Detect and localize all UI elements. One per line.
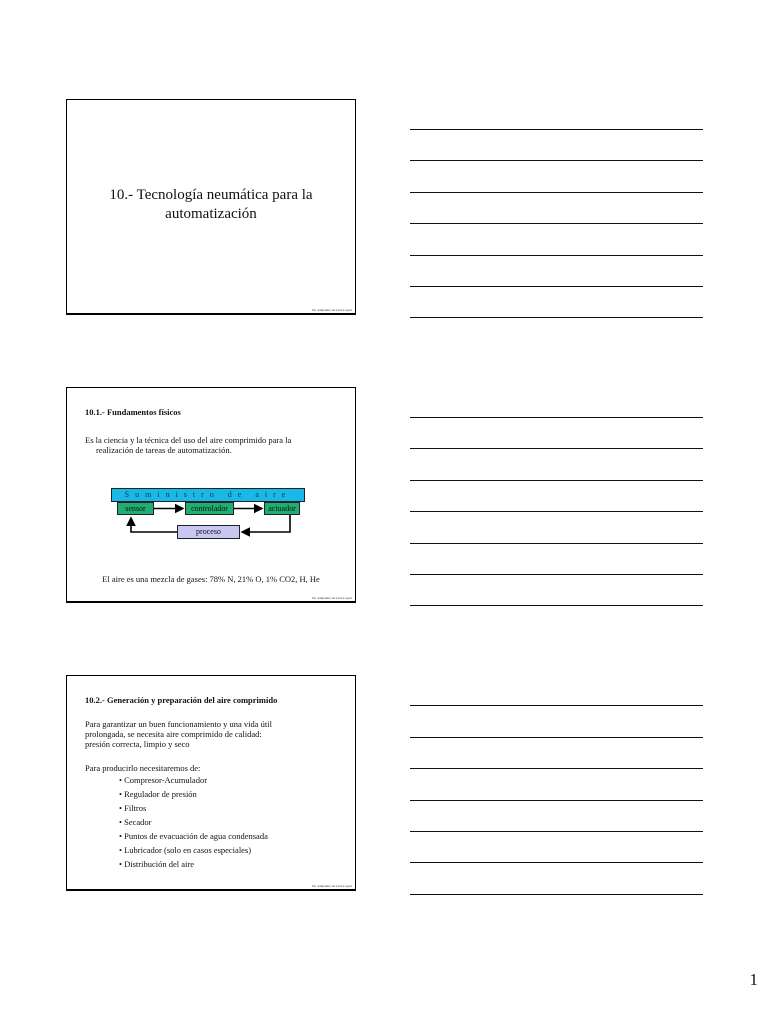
list-item: • Secador (119, 815, 345, 829)
slide-heading: 10.1.- Fundamentos físicos (85, 407, 181, 417)
list-item: • Distribución del aire (119, 857, 345, 871)
page-number: 1 (749, 970, 758, 989)
list-item: • Lubricador (solo en casos especiales) (119, 843, 345, 857)
paragraph-line-2: prolongada, se necesita aire comprimido de calidad: (85, 729, 262, 739)
note-line (410, 862, 703, 863)
note-line (410, 800, 703, 801)
slide-title-line-1: 10.- Tecnología neumática para la (109, 187, 313, 203)
air-composition-note: El aire es una mezcla de gases: 78% N, 21% O, 1% CO2, H, He (102, 574, 320, 584)
note-line (410, 705, 703, 706)
note-line (410, 543, 703, 544)
note-line (410, 737, 703, 738)
note-line (410, 511, 703, 512)
slide-heading: 10.2.- Generación y preparación del aire comprimido (85, 695, 278, 705)
note-line (410, 894, 703, 895)
note-line (410, 192, 703, 193)
note-line (410, 448, 703, 449)
list-item: • Compresor-Acumulador (119, 773, 345, 787)
controller-box: controlador (185, 502, 234, 515)
slide-footer: Dr. Alejandro Acevez López (312, 308, 352, 312)
note-line (410, 768, 703, 769)
paragraph-line-3: presión correcta, limpio y seco (85, 739, 190, 749)
list-item: • Regulador de presión (119, 787, 345, 801)
actuator-box: actuador (264, 502, 300, 515)
note-line (410, 286, 703, 287)
slide-body-line-1: Es la ciencia y la técnica del uso del aire comprimido para la (85, 435, 292, 445)
note-line (410, 223, 703, 224)
slide-footer: Dr. Alejandro Acevez López (312, 884, 352, 888)
note-line (410, 417, 703, 418)
note-line (410, 831, 703, 832)
arrow-actuator-to-process (242, 515, 290, 532)
process-box: proceso (177, 525, 240, 539)
note-line (410, 160, 703, 161)
list-item: • Puntos de evacuación de agua condensada (119, 829, 345, 843)
slide-1 (66, 99, 356, 315)
paragraph-line-1: Para garantizar un buen funcionamiento y una vida útil (85, 719, 272, 729)
slide-footer: Dr. Alejandro Acevez López (312, 596, 352, 600)
note-line (410, 605, 703, 606)
note-line (410, 317, 703, 318)
slide-body-line-2: realización de tareas de automatización. (96, 445, 232, 455)
note-line (410, 480, 703, 481)
requirements-list (85, 773, 345, 871)
list-intro: Para producirlo necesitaremos de: (85, 763, 201, 773)
slide-title-line-2: automatización (165, 206, 257, 222)
note-line (410, 255, 703, 256)
sensor-box: sensor (117, 502, 154, 515)
slide-title (67, 186, 355, 224)
arrow-process-to-sensor (131, 518, 177, 532)
slide-3 (66, 675, 356, 891)
air-supply-box: Suministro de aire (111, 488, 305, 502)
list-item: • Filtros (119, 801, 345, 815)
note-line (410, 129, 703, 130)
slide-body (85, 719, 345, 871)
note-line (410, 574, 703, 575)
slide-2 (66, 387, 356, 603)
